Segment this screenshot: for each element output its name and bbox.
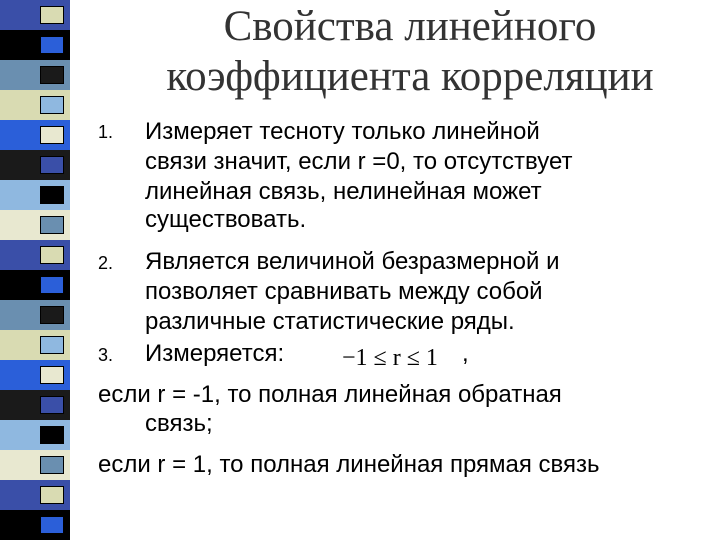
item1-line1: Измеряет тесноту только линейной — [145, 118, 540, 145]
item2-line1: Является величиной безразмерной и — [145, 248, 560, 275]
item3-line1: Измеряется: — [145, 340, 285, 367]
item3-trailing-comma: , — [462, 340, 469, 367]
list-number-2: 2. — [98, 253, 114, 273]
item2-line3: различные статистические ряды. — [145, 308, 515, 335]
list-number-1: 1. — [98, 122, 114, 142]
stripe-square — [40, 66, 64, 84]
extra-line1: если r = -1, то полная линейная обратная — [98, 381, 562, 408]
extra-line2: связь; — [145, 410, 213, 437]
stripe-square — [40, 276, 64, 294]
stripe-square — [40, 126, 64, 144]
item1-line2: связи значит, если r =0, то отсутствует — [145, 148, 573, 175]
stripe-square — [40, 336, 64, 354]
slide-title-line1: Свойства линейного — [223, 3, 597, 50]
list-number-3: 3. — [98, 345, 114, 365]
stripe-square — [40, 366, 64, 384]
stripe-square — [40, 246, 64, 264]
item1-line3: линейная связь, нелинейная может — [145, 178, 542, 205]
decorative-stripe — [0, 0, 70, 540]
extra-line3: если r = 1, то полная линейная прямая связь — [98, 451, 600, 478]
stripe-square — [40, 396, 64, 414]
stripe-square — [40, 516, 64, 534]
slide-title-line2: коэффициента корреляции — [166, 53, 654, 100]
stripe-square — [40, 186, 64, 204]
stripe-square — [40, 486, 64, 504]
stripe-square — [40, 216, 64, 234]
item2-line2: позволяет сравнивать между собой — [145, 278, 543, 305]
correlation-range-formula: −1 ≤ r ≤ 1 — [342, 345, 438, 371]
stripe-square — [40, 456, 64, 474]
stripe-square — [40, 96, 64, 114]
stripe-square — [40, 36, 64, 54]
stripe-square — [40, 426, 64, 444]
stripe-square — [40, 306, 64, 324]
stripe-square — [40, 6, 64, 24]
stripe-square — [40, 156, 64, 174]
item1-line4: существовать. — [145, 206, 307, 233]
